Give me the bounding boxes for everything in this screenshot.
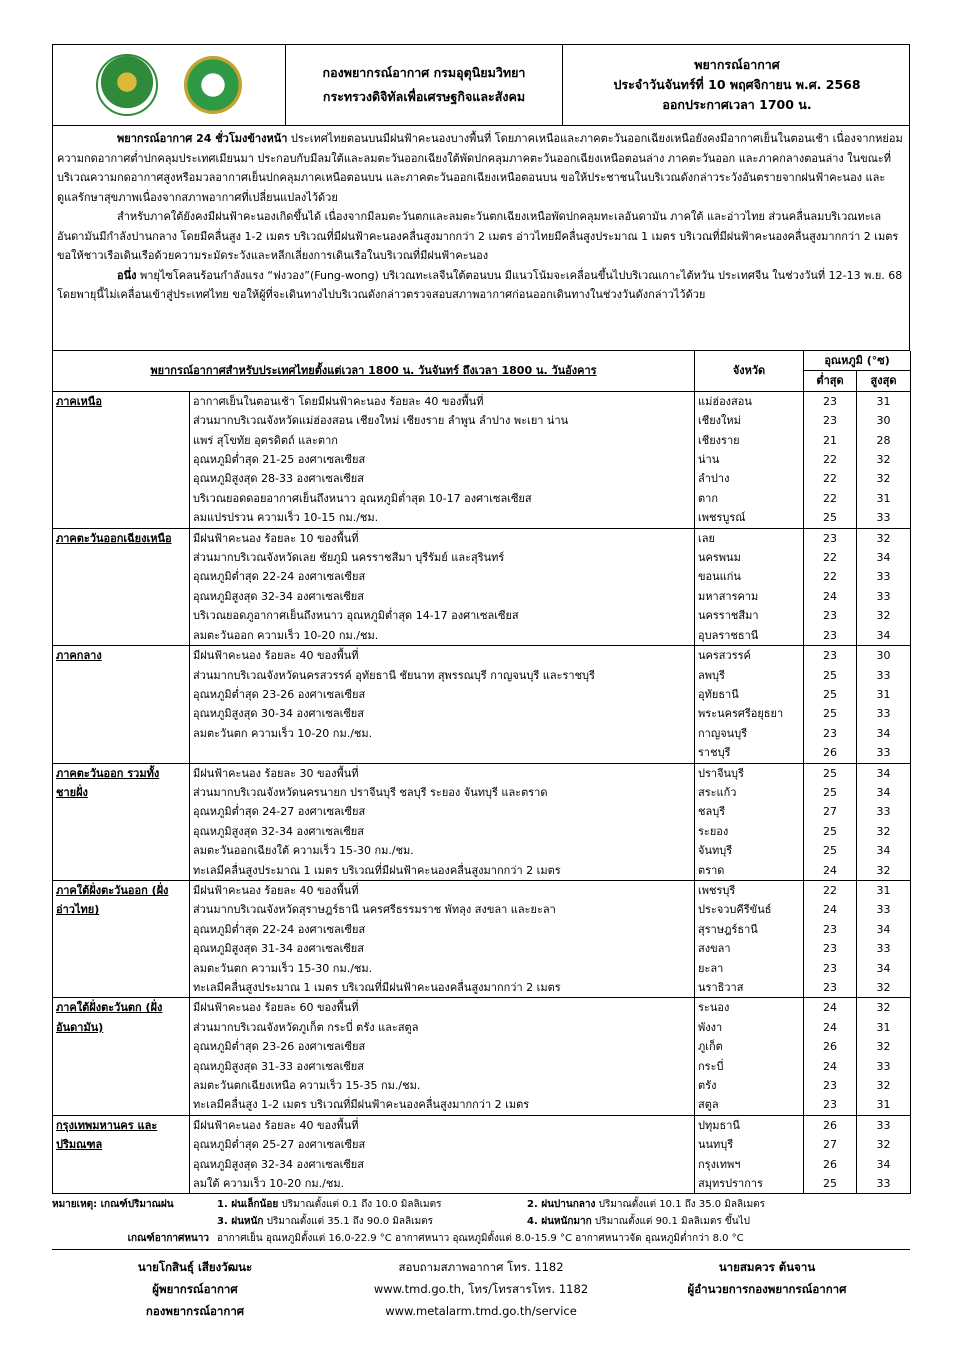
forecast-detail: ทะเลมีคลื่นสูงประมาณ 1 เมตร บริเวณที่มีฝนฟ้าคะนองคลื่นสูงมากกว่า 2 เมตร <box>190 861 695 881</box>
max-temp: 33 <box>857 567 911 586</box>
max-temp: 32 <box>857 861 911 881</box>
min-temp: 23 <box>804 626 857 646</box>
max-temp: 31 <box>857 1095 911 1115</box>
forecast-detail: ส่วนมากบริเวณจังหวัดนครนายก ปราจีนบุรี ชลบุรี ระยอง จันทบุรี และตราด <box>190 783 695 802</box>
min-temp: 23 <box>804 646 857 666</box>
max-temp: 32 <box>857 998 911 1018</box>
min-temp: 25 <box>804 783 857 802</box>
region-name: ภาคตะวันออก รวมทั้งชายฝั่ง <box>53 763 190 880</box>
forecast-detail: มีฝนฟ้าคะนอง ร้อยละ 40 ของพื้นที่ <box>190 1115 695 1135</box>
province-name: กาญจนบุรี <box>695 724 804 743</box>
director-signature-block <box>624 1256 910 1322</box>
min-temp: 24 <box>804 900 857 919</box>
page-title: พยากรณ์อากาศ <box>694 57 780 72</box>
min-temp: 22 <box>804 489 857 508</box>
min-temp: 23 <box>804 959 857 978</box>
min-temp: 26 <box>804 1155 857 1174</box>
forecaster-division: กองพยากรณ์อากาศ <box>145 1304 245 1318</box>
min-temp: 22 <box>804 469 857 488</box>
max-temp: 34 <box>857 763 911 783</box>
province-name: ยะลา <box>695 959 804 978</box>
forecast-table <box>52 351 911 1194</box>
province-name: นนทบุรี <box>695 1135 804 1154</box>
max-temp: 32 <box>857 469 911 488</box>
province-name: น่าน <box>695 450 804 469</box>
forecaster-name: นายโกสินธุ์ เสียงวัฒนะ <box>137 1260 253 1274</box>
province-name: อุทัยธานี <box>695 685 804 704</box>
province-name: สระแก้ว <box>695 783 804 802</box>
min-temp: 22 <box>804 567 857 586</box>
max-temp: 33 <box>857 743 911 763</box>
max-temp: 31 <box>857 685 911 704</box>
province-name: จันทบุรี <box>695 841 804 860</box>
rain-criteria-3-name: 3. ฝนหนัก <box>217 1216 264 1228</box>
min-temp: 23 <box>804 978 857 998</box>
forecast-detail: ลมแปรปรวน ความเร็ว 10-15 กม./ชม. <box>190 508 695 528</box>
province-name: สงขลา <box>695 939 804 958</box>
min-temp-header: ต่ำสุด <box>804 371 857 391</box>
province-name: นครราชสีมา <box>695 606 804 625</box>
max-temp: 34 <box>857 783 911 802</box>
forecast-detail: บริเวณยอดดอยอากาศเย็นถึงหนาว อุณหภูมิต่ำสุด 10-17 องศาเซลเซียส <box>190 489 695 508</box>
max-temp: 34 <box>857 724 911 743</box>
max-temp: 32 <box>857 1037 911 1056</box>
max-temp: 31 <box>857 1018 911 1037</box>
forecast-detail: ส่วนมากบริเวณจังหวัดแม่ฮ่องสอน เชียงใหม่ เชียงราย ลำพูน ลำปาง พะเยา น่าน <box>190 411 695 430</box>
forecast-detail: อุณหภูมิสูงสุด 28-33 องศาเซลเซียส <box>190 469 695 488</box>
min-temp: 22 <box>804 450 857 469</box>
region-name: ภาคใต้ฝั่งตะวันออก (ฝั่งอ่าวไทย) <box>53 880 190 997</box>
province-name: นครสวรรค์ <box>695 646 804 666</box>
notes <box>52 1196 910 1247</box>
forecast-detail: อุณหภูมิต่ำสุด 25-27 องศาเซลเซียส <box>190 1135 695 1154</box>
contact-website: www.tmd.go.th, โทร/โทรสารโทร. 1182 <box>373 1282 589 1296</box>
contact-phone: สอบถามสภาพอากาศ โทร. 1182 <box>398 1260 564 1274</box>
max-temp: 34 <box>857 548 911 567</box>
province-name: ขอนแก่น <box>695 567 804 586</box>
min-temp: 23 <box>804 1076 857 1095</box>
forecast-detail: อุณหภูมิสูงสุด 31-33 องศาเซลเซียส <box>190 1057 695 1076</box>
min-temp: 27 <box>804 1135 857 1154</box>
province-name: ลำปาง <box>695 469 804 488</box>
forecast-detail: มีฝนฟ้าคะนอง ร้อยละ 60 ของพื้นที่ <box>190 998 695 1018</box>
footer <box>52 1249 910 1322</box>
min-temp: 22 <box>804 880 857 900</box>
forecast-detail: ทะเลมีคลื่นสูงประมาณ 1 เมตร บริเวณที่มีฝนฟ้าคะนองคลื่นสูงมากกว่า 2 เมตร <box>190 978 695 998</box>
min-temp: 23 <box>804 724 857 743</box>
min-temp: 26 <box>804 1115 857 1135</box>
province-name: ตาก <box>695 489 804 508</box>
issue-time: ออกประกาศเวลา 1700 น. <box>662 97 812 112</box>
forecast-detail: ลมตะวันตกเฉียงเหนือ ความเร็ว 15-35 กม./ชม. <box>190 1076 695 1095</box>
max-temp: 31 <box>857 880 911 900</box>
province-header: จังหวัด <box>695 351 804 391</box>
province-name: นครพนม <box>695 548 804 567</box>
max-temp: 34 <box>857 626 911 646</box>
director-name: นายสมควร ต้นจาน <box>718 1260 816 1274</box>
forecast-detail: ส่วนมากบริเวณจังหวัดสุราษฎร์ธานี นครศรีธรรมราช พัทลุง สงขลา และยะลา <box>190 900 695 919</box>
min-temp: 25 <box>804 1174 857 1194</box>
max-temp: 32 <box>857 606 911 625</box>
min-temp: 25 <box>804 763 857 783</box>
province-name: อุบลราชธานี <box>695 626 804 646</box>
forecast-detail: อุณหภูมิสูงสุด 30-34 องศาเซลเซียส <box>190 704 695 723</box>
table-row <box>53 528 911 548</box>
rain-criteria-2-name: 2. ฝนปานกลาง <box>527 1199 596 1211</box>
director-title: ผู้อำนวยการกองพยากรณ์อากาศ <box>687 1282 847 1296</box>
rain-criteria-1 <box>217 1196 527 1213</box>
rain-criteria-row-1 <box>52 1196 910 1213</box>
max-temp: 34 <box>857 841 911 860</box>
province-name: ชลบุรี <box>695 802 804 821</box>
region-name: ภาคใต้ฝั่งตะวันตก (ฝั่งอันดามัน) <box>53 998 190 1115</box>
title-block <box>563 45 911 125</box>
province-name: นราธิวาส <box>695 978 804 998</box>
min-temp: 22 <box>804 548 857 567</box>
tmd-logo-icon <box>184 56 242 114</box>
summary-text <box>52 126 910 351</box>
forecaster-title: ผู้พยากรณ์อากาศ <box>152 1282 238 1296</box>
province-name: กระบี่ <box>695 1057 804 1076</box>
province-name: ประจวบคีรีขันธ์ <box>695 900 804 919</box>
max-temp: 32 <box>857 528 911 548</box>
max-temp: 32 <box>857 450 911 469</box>
province-name: พังงา <box>695 1018 804 1037</box>
org-line-2: กระทรวงดิจิทัลเพื่อเศรษฐกิจและสังคม <box>322 89 526 104</box>
table-row <box>53 646 911 666</box>
region-name: ภาคกลาง <box>53 646 190 763</box>
rain-criteria-4 <box>527 1213 750 1230</box>
note-lead: อนึ่ง <box>117 268 137 282</box>
forecast-detail: ส่วนมากบริเวณจังหวัดภูเก็ต กระบี่ ตรัง และสตูล <box>190 1018 695 1037</box>
forecast-document <box>52 44 910 1247</box>
forecast-detail: อุณหภูมิสูงสุด 31-34 องศาเซลเซียส <box>190 939 695 958</box>
rain-criteria-2 <box>527 1196 765 1213</box>
min-temp: 25 <box>804 508 857 528</box>
forecast-detail: ลมใต้ ความเร็ว 10-20 กม./ชม. <box>190 1174 695 1194</box>
max-temp: 32 <box>857 1135 911 1154</box>
logo-area <box>53 45 286 125</box>
max-temp: 33 <box>857 704 911 723</box>
forecast-detail: ทะเลมีคลื่นสูง 1-2 เมตร บริเวณที่มีฝนฟ้าคะนองคลื่นสูงมากกว่า 2 เมตร <box>190 1095 695 1115</box>
max-temp: 33 <box>857 1115 911 1135</box>
region-name: ภาคตะวันออกเฉียงเหนือ <box>53 528 190 645</box>
rain-criteria-1-name: 1. ฝนเล็กน้อย <box>217 1199 279 1211</box>
province-name: เลย <box>695 528 804 548</box>
summary-body: ประเทศไทยตอนบนมีฝนฟ้าคะนองบางพื้นที่ โดยภาคเหนือและภาคตะวันออกเฉียงเหนือยังคงมีอากาศเย็นในตอนเช้า เนื่องจากหย่อมความกดอากาศต่ำปกคลุมประเทศเมียนมา ประกอบกับมีลมใต้และลมตะวันออกเฉียงใต้พัดปกคลุมภาคตะวันออกเฉียงเหนือตอนล่าง ภาคตะวันออก และภาคกลางตอนล่าง ในขณะที่บริเวณความกดอากาศสูงหรือมวลอากาศเย็นปกคลุมภาคเหนือตอนบน และภาคตะวันออกเฉียงเหนือตอนบน ขอให้ประชาชนในบริเวณดังกล่าวระวังอันตรายจากฝนฟ้าคะนอง และดูแลรักษาสุขภาพเนื่องจากสภาพอากาศที่เปลี่ยนแปลงไว้ด้วย <box>57 132 903 204</box>
org-block <box>286 45 563 125</box>
forecast-detail: อุณหภูมิสูงสุด 32-34 องศาเซลเซียส <box>190 587 695 606</box>
max-temp: 33 <box>857 1174 911 1194</box>
province-name: สตูล <box>695 1095 804 1115</box>
min-temp: 24 <box>804 1057 857 1076</box>
province-name: ระยอง <box>695 822 804 841</box>
forecast-period-header <box>53 351 695 391</box>
province-name: ตรัง <box>695 1076 804 1095</box>
max-temp: 33 <box>857 508 911 528</box>
forecast-detail: ลมตะวันตก ความเร็ว 10-20 กม./ชม. <box>190 724 695 743</box>
forecast-detail: ลมตะวันออก ความเร็ว 10-20 กม./ชม. <box>190 626 695 646</box>
province-name: มหาสารคาม <box>695 587 804 606</box>
region-name: กรุงเทพมหานคร และปริมณฑล <box>53 1115 190 1194</box>
max-temp: 32 <box>857 822 911 841</box>
province-name: ลพบุรี <box>695 666 804 685</box>
forecast-detail: บริเวณยอดภูอากาศเย็นถึงหนาว อุณหภูมิต่ำสุด 14-17 องศาเซลเซียส <box>190 606 695 625</box>
rain-criteria-4-value: ปริมาณตั้งแต่ 90.1 มิลลิเมตร ขึ้นไป <box>591 1216 750 1228</box>
forecast-detail: อุณหภูมิต่ำสุด 22-24 องศาเซลเซียส <box>190 920 695 939</box>
province-name: ปทุมธานี <box>695 1115 804 1135</box>
max-temp: 34 <box>857 959 911 978</box>
summary-paragraph-2: สำหรับภาคใต้ยังคงมีฝนฟ้าคะนองเกิดขึ้นได้ เนื่องจากมีลมตะวันตกและลมตะวันตกเฉียงเหนือพัดปกคลุมทะเลอันดามัน ภาคใต้ และอ่าวไทย ส่วนคลื่นลมบริเวณทะเลอันดามันมีกำลังปานกลาง โดยมีคลื่นสูง 1-2 เมตร บริเวณที่มีฝนฟ้าคะนองคลื่นสูงมากกว่า 2 เมตร อ่าวไทยมีคลื่นสูงประมาณ 1 เมตร บริเวณที่มีฝนฟ้าคะนองคลื่นสูงมากกว่า 2 เมตร ขอให้ชาวเรือเดินเรือด้วยความระมัดระวังและหลีกเลี่ยงการเดินเรือในบริเวณที่มีฝนฟ้าคะนอง <box>57 210 899 262</box>
forecast-detail: แพร่ สุโขทัย อุตรดิตถ์ และตาก <box>190 431 695 450</box>
table-row <box>53 1115 911 1135</box>
province-name: เชียงราย <box>695 431 804 450</box>
rain-criteria-row-2 <box>52 1213 910 1230</box>
cold-criteria-text: อากาศเย็น อุณหภูมิตั้งแต่ 16.0-22.9 °C อากาศหนาว อุณหภูมิตั้งแต่ 8.0-15.9 °C อากาศหนาวจัด อุณหภูมิต่ำกว่า 8.0 °C <box>217 1233 744 1245</box>
max-temp: 33 <box>857 666 911 685</box>
max-temp: 33 <box>857 587 911 606</box>
forecast-table-body <box>53 391 911 1194</box>
province-name: สมุทรปราการ <box>695 1174 804 1194</box>
max-temp: 33 <box>857 1057 911 1076</box>
forecast-detail: อากาศเย็นในตอนเช้า โดยมีฝนฟ้าคะนอง ร้อยละ 40 ของพื้นที่ <box>190 391 695 411</box>
min-temp: 25 <box>804 822 857 841</box>
rain-criteria-1-value: ปริมาณตั้งแต่ 0.1 ถึง 10.0 มิลลิเมตร <box>278 1199 442 1211</box>
province-name: ปราจีนบุรี <box>695 763 804 783</box>
max-temp: 31 <box>857 489 911 508</box>
max-temp: 28 <box>857 431 911 450</box>
province-name: ตราด <box>695 861 804 881</box>
summary-lead: พยากรณ์อากาศ 24 ชั่วโมงข้างหน้า <box>117 132 288 145</box>
min-temp: 25 <box>804 685 857 704</box>
max-temp: 34 <box>857 1155 911 1174</box>
storm-note: พายุไซโคลนร้อนกำลังแรง “ฟงวอง”(Fung-wong) บริเวณทะเลจีนใต้ตอนบน มีแนวโน้มจะเคลื่อนขึ้นไปบริเวณเกาะไต้หวัน ประเทศจีน ในช่วงวันที่ 12-13 พ.ย. 68 โดยพายุนี้ไม่เคลื่อนเข้าสู่ประเทศไทย ขอให้ผู้ที่จะเดินทางไปบริเวณดังกล่าวตรวจสอบสภาพอากาศก่อนออกเดินทางในช่วงวันดังกล่าวไว้ด้วย <box>57 268 903 301</box>
cold-criteria-label: เกณฑ์อากาศหนาว <box>127 1233 209 1245</box>
forecast-detail <box>190 743 695 763</box>
rain-criteria-2-value: ปริมาณตั้งแต่ 10.1 ถึง 35.0 มิลลิเมตร <box>595 1199 766 1211</box>
contact-service-url: www.metalarm.tmd.go.th/service <box>385 1304 577 1318</box>
table-row <box>53 763 911 783</box>
min-temp: 24 <box>804 861 857 881</box>
min-temp: 23 <box>804 528 857 548</box>
forecast-detail: ลมตะวันตก ความเร็ว 15-30 กม./ชม. <box>190 959 695 978</box>
table-row <box>53 998 911 1018</box>
forecaster-signature-block <box>52 1256 338 1322</box>
forecast-detail: ลมตะวันออกเฉียงใต้ ความเร็ว 15-30 กม./ชม. <box>190 841 695 860</box>
forecast-detail: มีฝนฟ้าคะนอง ร้อยละ 10 ของพื้นที่ <box>190 528 695 548</box>
rain-criteria-4-name: 4. ฝนหนักมาก <box>527 1216 592 1228</box>
min-temp: 23 <box>804 939 857 958</box>
table-row <box>53 391 911 411</box>
forecast-detail: ส่วนมากบริเวณจังหวัดเลย ชัยภูมิ นครราชสีมา บุรีรัมย์ และสุรินทร์ <box>190 548 695 567</box>
province-name: เพชรบุรี <box>695 880 804 900</box>
province-name: ระนอง <box>695 998 804 1018</box>
forecast-detail: ส่วนมากบริเวณจังหวัดนครสวรรค์ อุทัยธานี ชัยนาท สุพรรณบุรี กาญจนบุรี และราชบุรี <box>190 666 695 685</box>
summary-paragraph-1 <box>57 129 905 207</box>
min-temp: 23 <box>804 411 857 430</box>
min-temp: 21 <box>804 431 857 450</box>
region-name: ภาคเหนือ <box>53 391 190 528</box>
max-temp-header: สูงสุด <box>857 371 911 391</box>
max-temp: 32 <box>857 978 911 998</box>
province-name: เชียงใหม่ <box>695 411 804 430</box>
forecast-detail: อุณหภูมิสูงสุด 32-34 องศาเซลเซียส <box>190 822 695 841</box>
max-temp: 33 <box>857 802 911 821</box>
min-temp: 25 <box>804 704 857 723</box>
cold-criteria-row <box>52 1230 910 1247</box>
temperature-header: อุณหภูมิ (°ซ) <box>804 351 911 371</box>
contact-block <box>338 1256 624 1322</box>
min-temp: 26 <box>804 1037 857 1056</box>
forecast-detail: อุณหภูมิต่ำสุด 21-25 องศาเซลเซียส <box>190 450 695 469</box>
min-temp: 25 <box>804 666 857 685</box>
max-temp: 30 <box>857 646 911 666</box>
rain-criteria-3 <box>217 1213 527 1230</box>
min-temp: 23 <box>804 606 857 625</box>
max-temp: 32 <box>857 1076 911 1095</box>
min-temp: 24 <box>804 998 857 1018</box>
document-header <box>52 44 910 126</box>
min-temp: 24 <box>804 587 857 606</box>
province-name: กรุงเทพฯ <box>695 1155 804 1174</box>
table-row <box>53 880 911 900</box>
max-temp: 33 <box>857 900 911 919</box>
max-temp: 33 <box>857 939 911 958</box>
forecast-period-text: พยากรณ์อากาศสำหรับประเทศไทยตั้งแต่เวลา 1800 น. วันจันทร์ ถึงเวลา 1800 น. วันอังคาร <box>150 364 597 378</box>
province-name: แม่ฮ่องสอน <box>695 391 804 411</box>
province-name: เพชรบูรณ์ <box>695 508 804 528</box>
min-temp: 23 <box>804 1095 857 1115</box>
min-temp: 23 <box>804 920 857 939</box>
min-temp: 25 <box>804 841 857 860</box>
date-line: ประจำวันจันทร์ที่ 10 พฤศจิกายน พ.ศ. 2568 <box>613 77 861 92</box>
forecast-detail: อุณหภูมิต่ำสุด 24-27 องศาเซลเซียส <box>190 802 695 821</box>
province-name: พระนครศรีอยุธยา <box>695 704 804 723</box>
province-name: ราชบุรี <box>695 743 804 763</box>
summary-paragraph-3 <box>57 266 905 305</box>
forecast-detail: อุณหภูมิต่ำสุด 23-26 องศาเซลเซียส <box>190 685 695 704</box>
min-temp: 24 <box>804 1018 857 1037</box>
max-temp: 34 <box>857 920 911 939</box>
province-name: สุราษฎร์ธานี <box>695 920 804 939</box>
rain-criteria-label: หมายเหตุ: เกณฑ์ปริมาณฝน <box>52 1199 174 1211</box>
min-temp: 27 <box>804 802 857 821</box>
province-name: ภูเก็ต <box>695 1037 804 1056</box>
ministry-logo-icon <box>96 54 158 116</box>
min-temp: 23 <box>804 391 857 411</box>
forecast-detail: มีฝนฟ้าคะนอง ร้อยละ 40 ของพื้นที่ <box>190 880 695 900</box>
forecast-detail: อุณหภูมิต่ำสุด 22-24 องศาเซลเซียส <box>190 567 695 586</box>
rain-criteria-3-value: ปริมาณตั้งแต่ 35.1 ถึง 90.0 มิลลิเมตร <box>263 1216 434 1228</box>
max-temp: 30 <box>857 411 911 430</box>
min-temp: 26 <box>804 743 857 763</box>
forecast-detail: มีฝนฟ้าคะนอง ร้อยละ 30 ของพื้นที่ <box>190 763 695 783</box>
forecast-detail: อุณหภูมิต่ำสุด 23-26 องศาเซลเซียส <box>190 1037 695 1056</box>
forecast-detail: อุณหภูมิสูงสุด 32-34 องศาเซลเซียส <box>190 1155 695 1174</box>
forecast-detail: มีฝนฟ้าคะนอง ร้อยละ 40 ของพื้นที่ <box>190 646 695 666</box>
org-line-1: กองพยากรณ์อากาศ กรมอุตุนิยมวิทยา <box>322 65 526 80</box>
max-temp: 31 <box>857 391 911 411</box>
